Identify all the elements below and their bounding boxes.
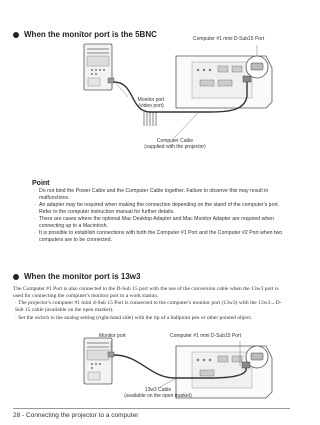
computer-tower-icon [84,338,112,384]
cable-label [108,388,208,400]
port-label: Computer #1 mini D-Sub15 Port [193,36,265,42]
page-footer: 28 - Connecting the projector to a computer [13,412,139,419]
cable-label-line2: (supplied with the projector) [144,143,206,150]
footer-rule [13,408,290,409]
monitor-port-label: Monitor port [99,333,126,339]
point-item: · Do not bind the Power Cable and the Computer Cable together. Failure to observe this may result in malfunctions. [34,188,290,201]
section2-paragraph: The Computer #1 Port is also connected to the D-Sub 15 port with the use of the conversion cable when the 13w3 port is used for connecting the computer's monitor port to a work station. [13,286,279,300]
point-item: · It is possible to establish connections with both the Computer #1 Port and the Computer #2 Port when two computers are to be connected. [34,230,290,243]
section2-note: · The projector's computer #1 mini d-Sub 15 Port is connected to the computer's monitor port (13w3) with the 13w3↔D-Sub 15 cable (available on the open market). [15,300,282,314]
monitor-port-label-line1: Monitor port [137,97,165,103]
cable-label-line2: (available on the open market) [124,392,192,399]
monitor-port-label-line2: (video port) [138,102,164,109]
point-item: · There are cases where the optional Mac Desktop Adapter and Mac Monitor Adapter are required when connecting up to a Macintosh. [34,216,290,229]
cable-label-line1: Computer Cable [156,138,194,144]
section-heading-text: When the monitor port is the 5BNC [24,30,157,39]
cable-label-line1: 13w3 Cable [144,387,172,393]
point-item: · An adapter may be required when making the connection depending on the stand of the computer's port. Refer to the computer instruction manual for further details. [34,202,290,215]
point-title: Point [32,180,50,187]
section2-note: · Set the switch to the analog setting (right-hand side) with the tip of a ballpoint pen or other pointed object. [15,314,253,321]
port-label: Computer #1 mini D-Sub15 Port [170,333,242,339]
section-heading-text: When the monitor port is 13w3 [24,272,141,281]
monitor-port-icon [108,352,114,357]
